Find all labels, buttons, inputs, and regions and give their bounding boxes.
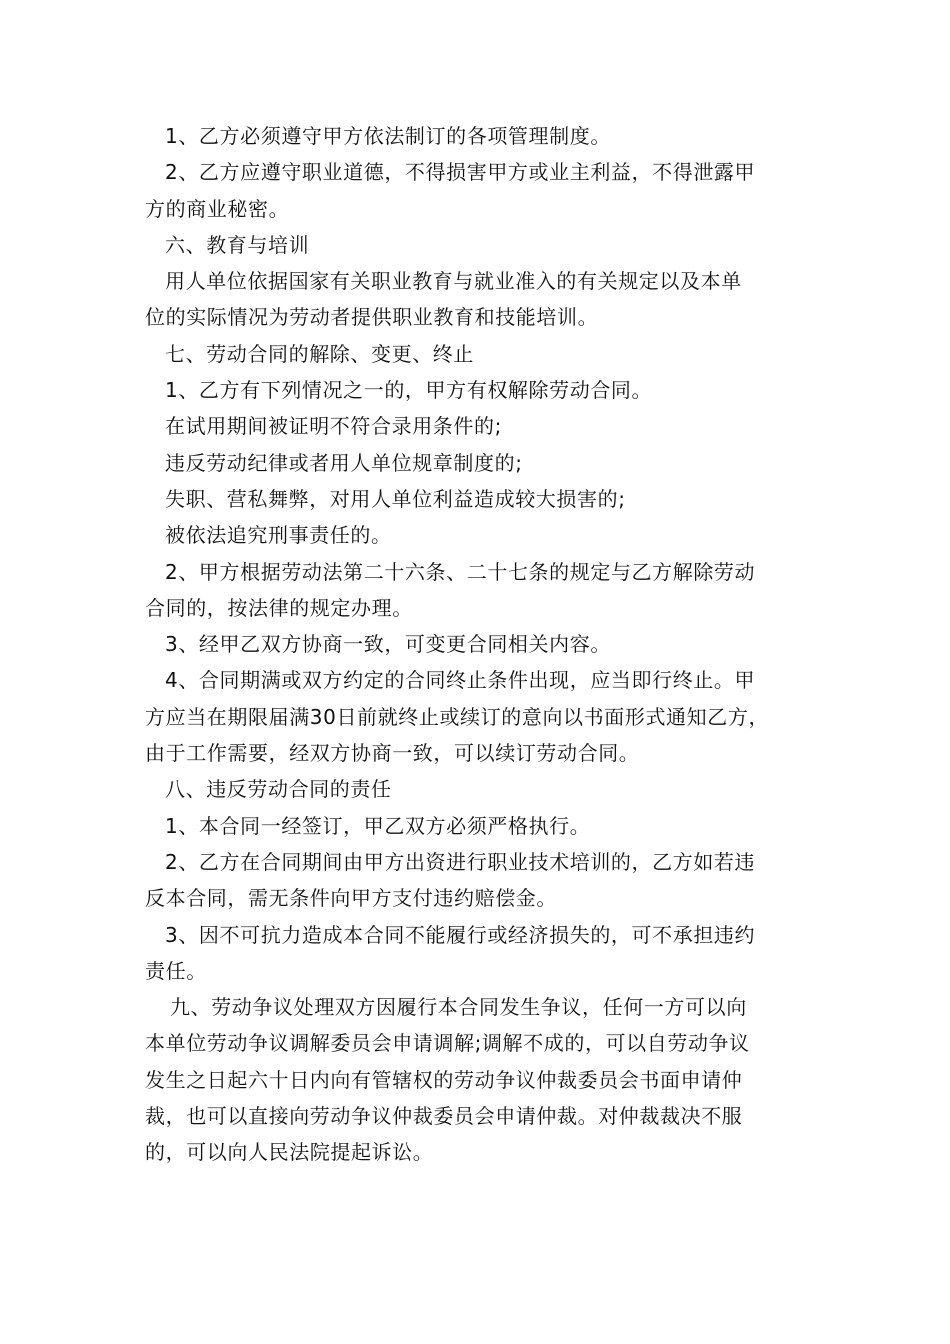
paragraph-line: 合同的，按法律的规定办理。 bbox=[145, 595, 413, 620]
paragraph-line: 发生之日起六十日内向有管辖权的劳动争议仲裁委员会书面申请仲 bbox=[145, 1067, 743, 1092]
paragraph-line: 1、乙方有下列情况之一的，甲方有权解除劳动合同。 bbox=[165, 378, 653, 403]
paragraph-line: 裁，也可以直接向劳动争议仲裁委员会申请仲裁。对仲裁裁决不服 bbox=[145, 1104, 743, 1129]
paragraph-line: 责任。 bbox=[145, 958, 207, 983]
section-heading: 九、劳动争议处理双方因履行本合同发生争议，任何一方可以向 bbox=[170, 995, 747, 1020]
paragraph-line: 位的实际情况为劳动者提供职业教育和技能培训。 bbox=[145, 305, 599, 330]
paragraph-line: 3、因不可抗力造成本合同不能履行或经济损失的，可不承担违约 bbox=[165, 922, 756, 947]
paragraph-line: 反本合同，需无条件向甲方支付违约赔偿金。 bbox=[145, 886, 557, 911]
paragraph-line: 用人单位依据国家有关职业教育与就业准入的有关规定以及本单 bbox=[165, 269, 742, 294]
paragraph-line: 1、本合同一经签订，甲乙双方必须严格执行。 bbox=[165, 813, 591, 838]
list-item: 违反劳动纪律或者用人单位规章制度的; bbox=[165, 450, 523, 475]
list-item: 被依法追究刑事责任的。 bbox=[165, 523, 392, 548]
paragraph-line: 4、合同期满或双方约定的合同终止条件出现，应当即行终止。甲 bbox=[165, 668, 756, 693]
list-item: 失职、营私舞弊，对用人单位利益造成较大损害的; bbox=[165, 486, 626, 511]
paragraph-line: 2、乙方在合同期间由甲方出资进行职业技术培训的，乙方如若违 bbox=[165, 849, 756, 874]
paragraph-line: 3、经甲乙双方协商一致，可变更合同相关内容。 bbox=[165, 632, 611, 657]
section-heading: 八、违反劳动合同的责任 bbox=[165, 777, 392, 802]
paragraph-line: 的，可以向人民法院提起诉讼。 bbox=[145, 1140, 434, 1165]
paragraph-line: 2、甲方根据劳动法第二十六条、二十七条的规定与乙方解除劳动 bbox=[165, 559, 756, 584]
document-body bbox=[145, 118, 825, 1171]
paragraph-line: 方的商业秘密。 bbox=[145, 196, 290, 221]
paragraph-line: 方应当在期限届满30日前就终止或续订的意向以书面形式通知乙方， bbox=[145, 704, 770, 729]
list-item: 在试用期间被证明不符合录用条件的; bbox=[165, 414, 502, 439]
paragraph-line: 1、乙方必须遵守甲方依法制订的各项管理制度。 bbox=[165, 124, 611, 148]
section-heading: 七、劳动合同的解除、变更、终止 bbox=[165, 341, 474, 366]
paragraph-line: 由于工作需要，经双方协商一致，可以续订劳动合同。 bbox=[145, 741, 640, 766]
paragraph-line: 2、乙方应遵守职业道德，不得损害甲方或业主利益，不得泄露甲 bbox=[165, 160, 756, 185]
paragraph-line: 本单位劳动争议调解委员会申请调解;调解不成的，可以自劳动争议 bbox=[145, 1031, 750, 1056]
section-heading: 六、教育与培训 bbox=[165, 232, 310, 257]
